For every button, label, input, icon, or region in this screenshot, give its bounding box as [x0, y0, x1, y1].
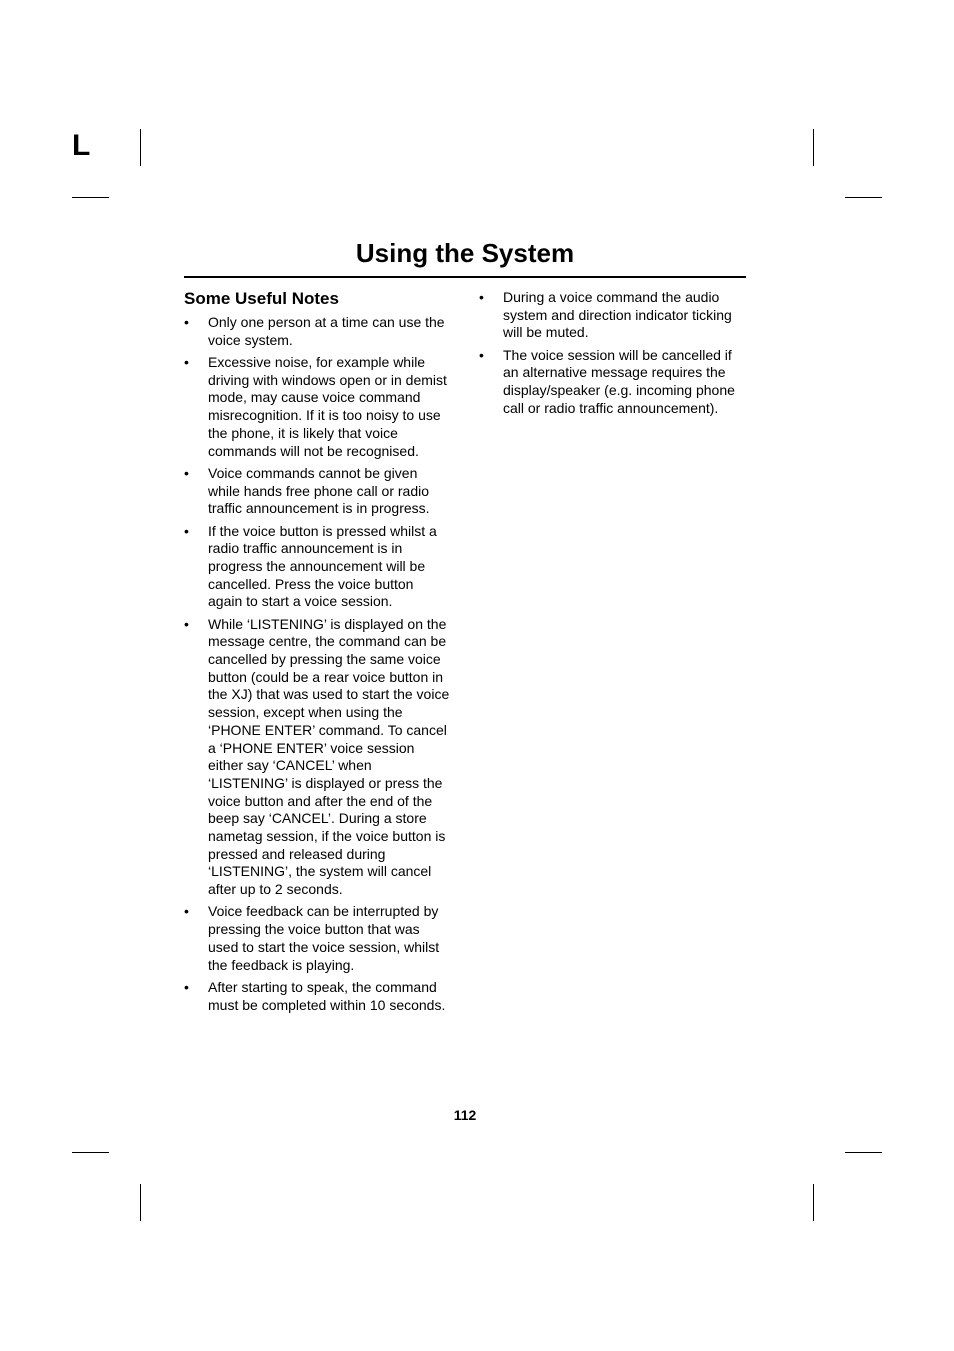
title-divider	[184, 276, 746, 278]
list-item-text: Excessive noise, for example while driving with windows open or in demist mode, may cause voice command misrecognition. If it is too noisy to use the phone, it is likely that voice commands will not be recognised.	[208, 354, 447, 459]
bullet-icon: •	[184, 464, 189, 481]
bullet-icon: •	[184, 522, 189, 539]
list-item-text: Voice commands cannot be given while hands free phone call or radio traffic announcement is in progress.	[208, 464, 430, 517]
bullet-icon: •	[184, 903, 189, 920]
list-item-text: Voice feedback can be interrupted by pressing the voice button that was used to start the voice session, whilst the feedback is playing.	[208, 903, 440, 973]
bullet-icon: •	[184, 978, 189, 995]
crop-mark	[813, 129, 814, 166]
crop-mark	[845, 1152, 882, 1153]
notes-list-right	[479, 289, 745, 418]
bullet-icon: •	[184, 615, 189, 632]
list-item	[184, 979, 450, 1014]
bullet-icon: •	[184, 314, 189, 330]
bullet-icon: •	[184, 354, 189, 370]
list-item-text: After starting to speak, the command must be completed within 10 seconds.	[208, 978, 446, 1013]
list-item	[184, 523, 450, 612]
crop-mark	[72, 197, 109, 198]
bullet-icon: •	[479, 346, 484, 363]
crop-mark	[72, 1152, 109, 1153]
page-number: 112	[453, 1107, 477, 1123]
page-title: Using the System	[355, 238, 575, 268]
section-heading: Some Useful Notes	[184, 289, 339, 308]
list-item	[184, 616, 450, 899]
notes-list-left	[184, 314, 450, 1014]
right-column	[479, 289, 745, 422]
crop-mark	[140, 129, 141, 166]
list-item	[184, 354, 450, 460]
list-item-text: If the voice button is pressed whilst a radio traffic announcement is in progress the announcement will be cancelled. Press the voice button again to start a voice session.	[208, 522, 437, 610]
list-item	[184, 903, 450, 974]
crop-mark	[140, 1184, 141, 1221]
list-item	[184, 465, 450, 518]
list-item-text: The voice session will be cancelled if an alternative message requires the display/speaker (e.g. incoming phone call or radio traffic announcement).	[503, 346, 735, 416]
left-column	[184, 288, 450, 1019]
bullet-icon: •	[479, 289, 484, 305]
list-item	[479, 289, 745, 342]
crop-mark	[813, 1184, 814, 1221]
crop-mark	[845, 197, 882, 198]
list-item-text: While ‘LISTENING’ is displayed on the message centre, the command can be cancelled by pressing the same voice button (could be a rear voice button in the XJ) that was used to start the voice session, except when using the ‘PHONE ENTER’ command. To cancel a ‘PHONE ENTER’ voice session either say ‘CANCEL’ when ‘LISTENING’ is displayed or press the voice button and after the end of the beep say ‘CANCEL’. During a store nametag session, if the voice button is pressed and released during ‘LISTENING’, the system will cancel after up to 2 seconds.	[208, 615, 450, 898]
list-item-text: Only one person at a time can use the voice system.	[208, 314, 445, 348]
list-item	[184, 314, 450, 349]
corner-letter: L	[72, 129, 91, 162]
list-item	[479, 347, 745, 418]
list-item-text: During a voice command the audio system and direction indicator ticking will be muted.	[503, 289, 732, 341]
